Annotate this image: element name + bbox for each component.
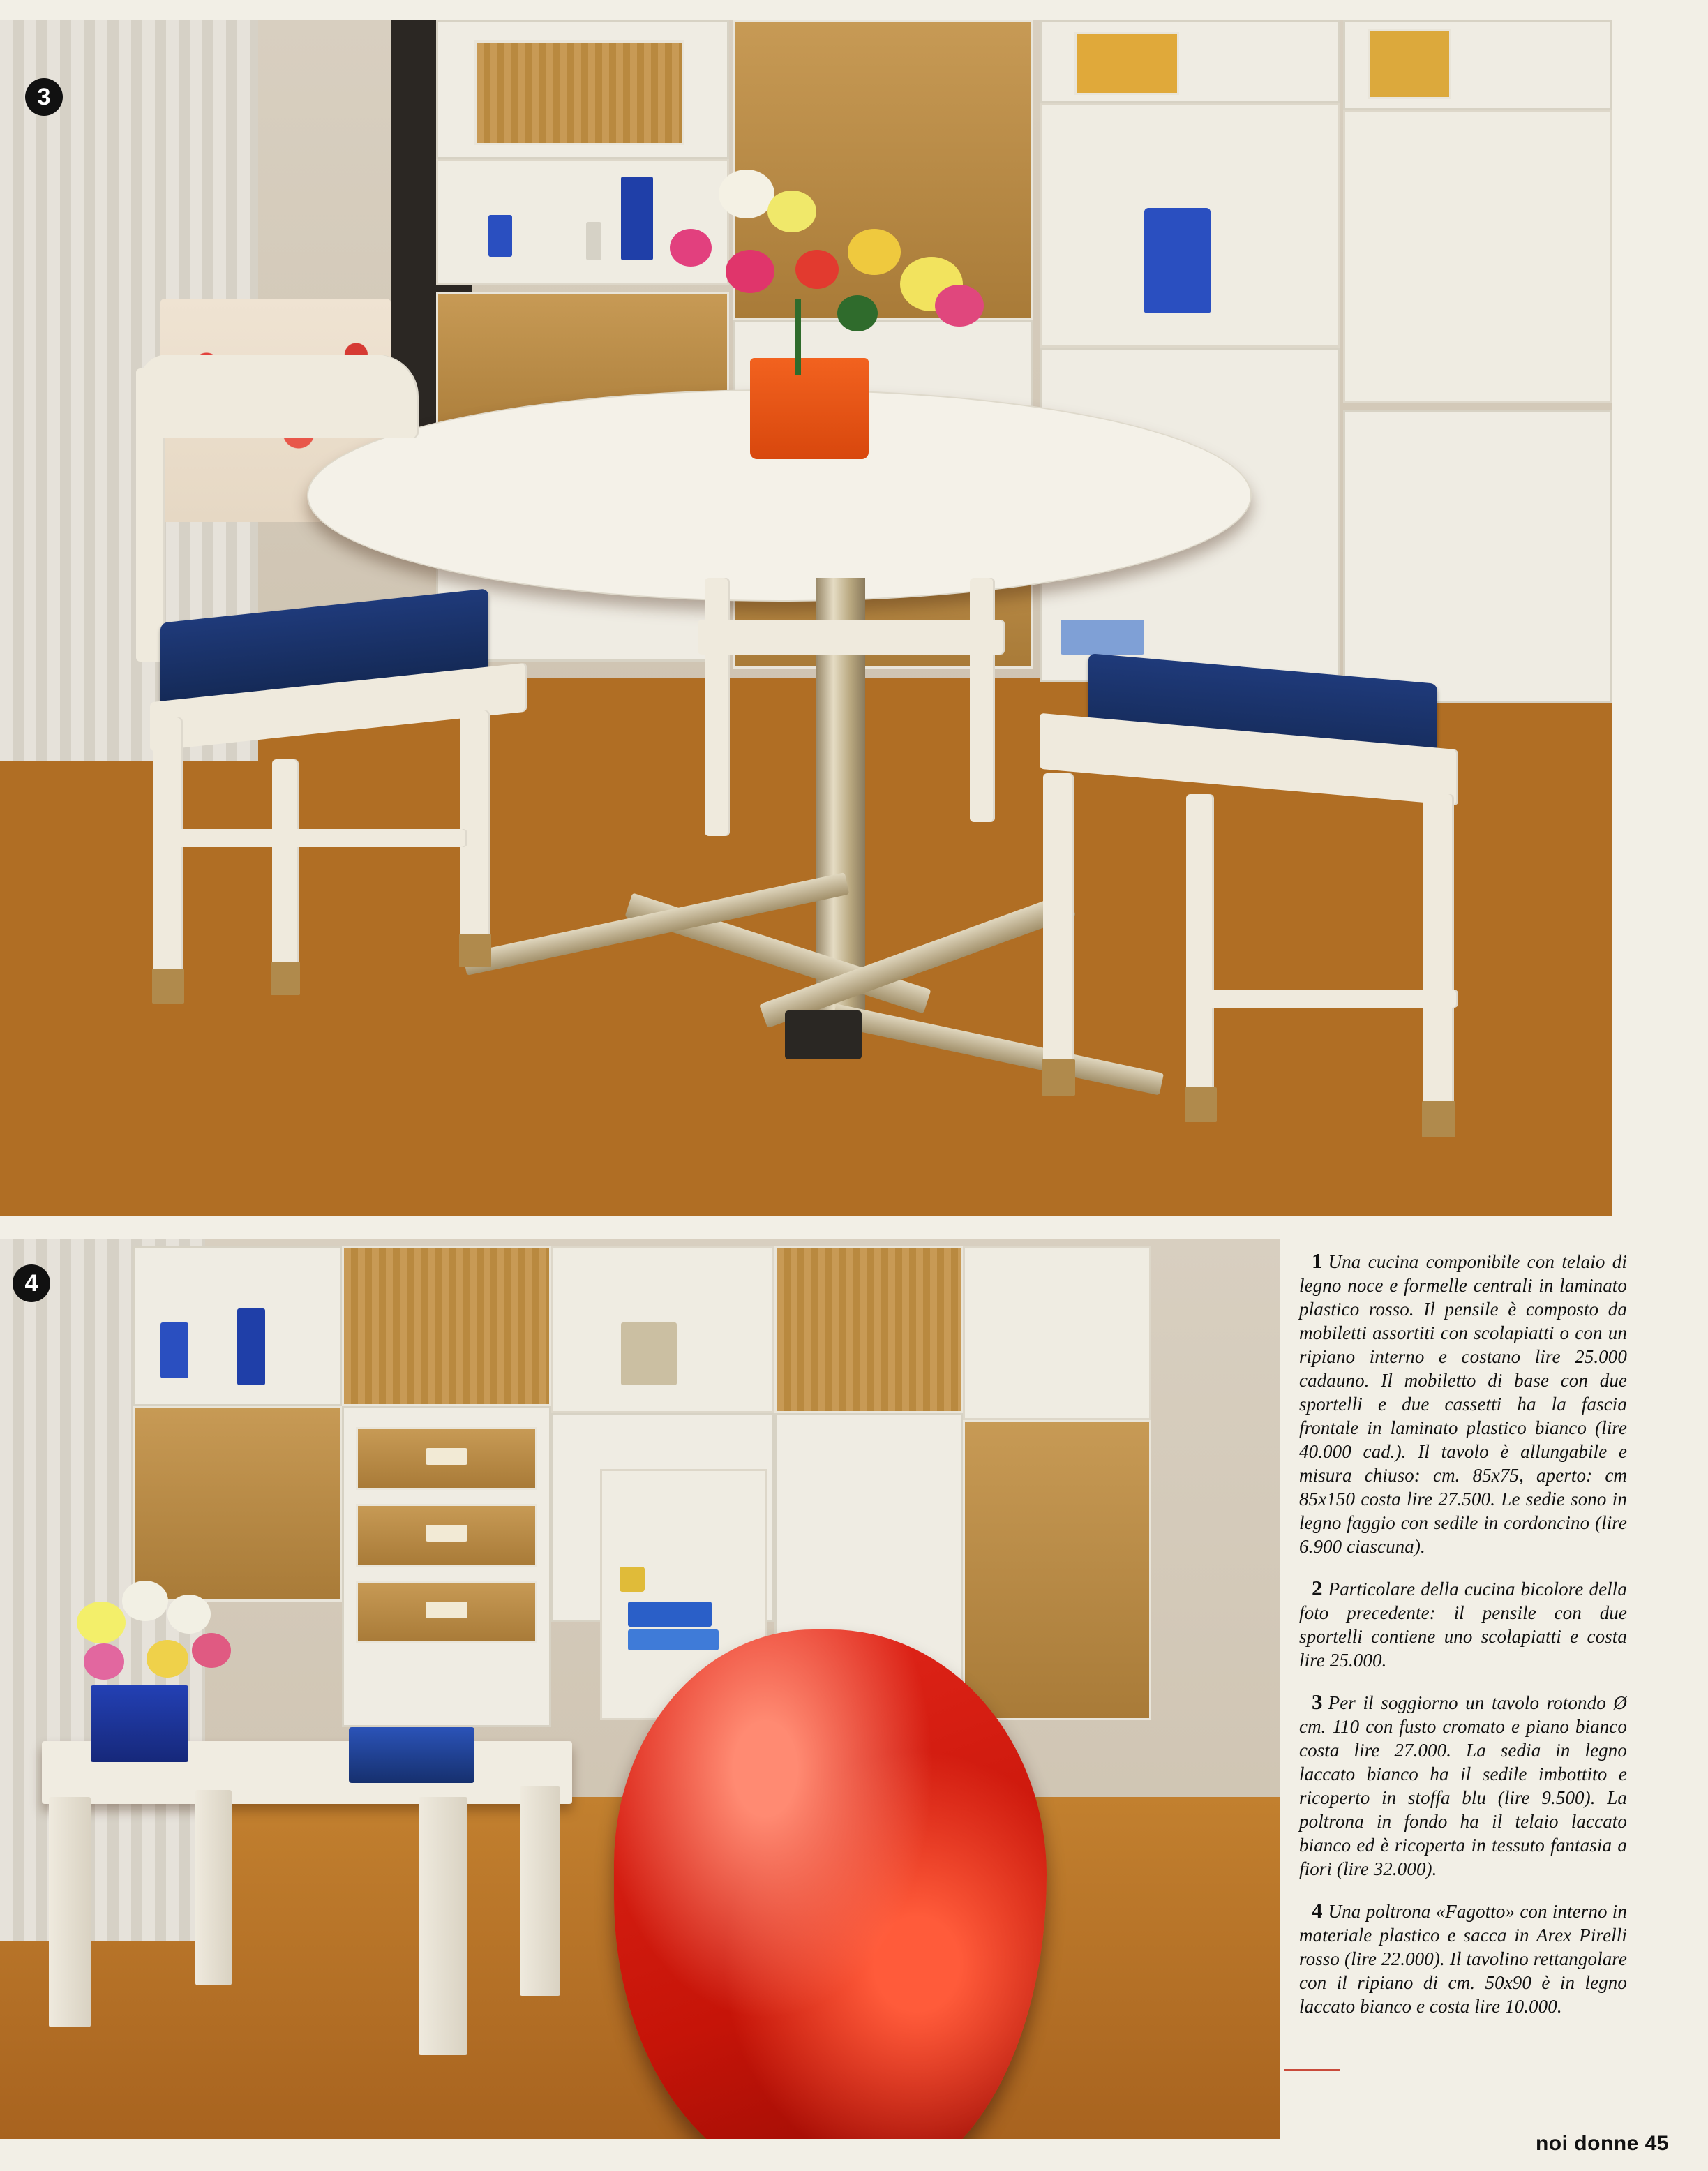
table-base-hub <box>785 1010 862 1059</box>
white-cup <box>586 222 601 260</box>
pink-flower-2 <box>935 285 984 327</box>
chair-left-back-leg <box>272 759 299 976</box>
pink-flower <box>726 250 774 293</box>
chair-right-foot <box>1422 1101 1455 1137</box>
yellow-box <box>620 1567 645 1592</box>
pink-flower <box>84 1643 124 1680</box>
red-bean-bag-chair <box>614 1629 1047 2139</box>
caption-text-1: Una cucina componibile con telaio di legno noce e formelle centrali in laminato plastico rosso. Il pensile è composto da mobiletti assortiti con scolapiatti o con un ripiano interno e costano lire 25.000 cadauno. Il mobiletto di base con due sportelli e due cassetti ha la fascia frontale in laminato plastico bianco (lire 40.000 cad.). Il tavolo è allungabile e misura chiuso: cm. 85x75, aperto: cm 85x150 costa lire 27.500. Le sedie sono in legno faggio con sedile in cordoncino (lire 6.900 ciascuna). <box>1299 1251 1627 1557</box>
ornament <box>621 1322 677 1385</box>
wood-panel-top <box>342 1246 551 1406</box>
open-shelf-right <box>963 1246 1151 1420</box>
yellow-flower <box>77 1602 126 1643</box>
blue-figurine <box>488 215 512 257</box>
far-right-lower <box>1343 410 1612 703</box>
yellow-flower-2 <box>848 229 901 275</box>
caption-4 <box>1299 1899 1627 2018</box>
yellow-box-2 <box>1368 29 1451 99</box>
caption-text-4: Una poltrona «Fagotto» con interno in materiale plastico e sacca in Arex Pirelli rosso (lire 22.000). Il tavolino rettangolare con il ripiano di cm. 50x90 è in legno laccato bianco e costa lire 10.000. <box>1299 1901 1627 2017</box>
blue-bottle <box>621 177 653 260</box>
caption-text-3: Per il soggiorno un tavolo rotondo Ø cm. 110 con fusto cromato e piano bianco costa lire 27.000. La sedia in legno laccato bianco ha il sedile imbottito e ricoperto in stoffa blu (lire 9.500). La poltrona in fondo ha il telaio laccato bianco ed è ricoperta in tessuto fantasia a fiori (lire 32.000). <box>1299 1692 1627 1879</box>
caption-number-3: 3 <box>1312 1689 1323 1714</box>
caption-text-2: Particolare della cucina bicolore della foto precedente: il pensile con due sportelli contiene uno scolapiatti e costa lire 25.000. <box>1299 1579 1627 1671</box>
far-right-open-shelf <box>1343 110 1612 403</box>
low-table-leg <box>49 1797 91 2027</box>
chair-right-foot <box>1042 1059 1075 1096</box>
low-table-leg <box>419 1797 467 2055</box>
chair-left-foot <box>459 934 491 967</box>
blue-ceramic-figure <box>1144 208 1211 313</box>
blue-books <box>628 1602 712 1627</box>
drawer-handle[interactable] <box>426 1602 467 1618</box>
wood-panel-far-right <box>963 1420 1151 1720</box>
red-flower <box>795 250 839 289</box>
photo-number-badge-4: 4 <box>13 1264 50 1302</box>
low-table-leg <box>520 1786 560 1996</box>
caption-number-4: 4 <box>1312 1898 1323 1923</box>
chair-right-foot <box>1185 1087 1217 1122</box>
chair-left-stretcher <box>174 829 467 847</box>
yellow-flower <box>767 191 816 232</box>
leaf <box>837 295 878 331</box>
low-table-leg <box>195 1790 232 1985</box>
chair-left-right-leg <box>460 710 490 941</box>
photo-living-room <box>0 1239 1280 2139</box>
chair-right-mid-leg <box>1186 794 1214 1094</box>
orange-vase <box>750 358 869 459</box>
pink-flower-3 <box>670 229 712 267</box>
caption-column <box>1299 1249 1627 2036</box>
caption-1 <box>1299 1249 1627 1558</box>
white-flower <box>122 1581 168 1621</box>
drawer-handle[interactable] <box>426 1525 467 1542</box>
blue-books <box>1061 620 1144 655</box>
page-footer: noi donne 45 <box>1535 2132 1669 2155</box>
blue-bottle <box>237 1308 265 1385</box>
wood-panel-right <box>774 1246 963 1413</box>
wall-unit-wood-panel <box>474 40 684 145</box>
caption-2 <box>1299 1576 1627 1672</box>
white-flower <box>167 1595 211 1634</box>
pink-flower-2 <box>192 1633 231 1668</box>
chair-right-back-leg <box>1423 794 1454 1108</box>
blue-books <box>628 1629 719 1650</box>
wood-panel <box>133 1406 342 1602</box>
drawer-handle[interactable] <box>426 1448 467 1465</box>
caption-3 <box>1299 1690 1627 1881</box>
chair-left-backrest <box>140 355 419 438</box>
chair-back-leg-far <box>705 578 730 836</box>
chair-left-foot <box>152 969 184 1004</box>
center-wood-panel <box>733 20 1033 320</box>
chair-right-front-leg <box>1043 773 1074 1066</box>
flower-stem <box>795 299 801 375</box>
blue-figurine <box>160 1322 188 1378</box>
chair-back-leg-far-2 <box>970 578 995 822</box>
blue-planter <box>91 1685 188 1762</box>
chair-far-seat <box>698 620 1005 655</box>
white-daisy <box>719 170 774 218</box>
caption-number-2: 2 <box>1312 1576 1323 1600</box>
caption-number-1: 1 <box>1312 1248 1323 1273</box>
chair-left-foot <box>271 962 300 995</box>
photo-number-badge-3: 3 <box>25 78 63 116</box>
photo-dining-room <box>0 20 1612 1216</box>
blue-ashtray <box>349 1727 474 1783</box>
registration-mark <box>1284 2069 1340 2071</box>
chair-right-stretcher <box>1186 990 1458 1008</box>
yellow-flower-2 <box>147 1640 188 1678</box>
yellow-box <box>1074 32 1179 95</box>
